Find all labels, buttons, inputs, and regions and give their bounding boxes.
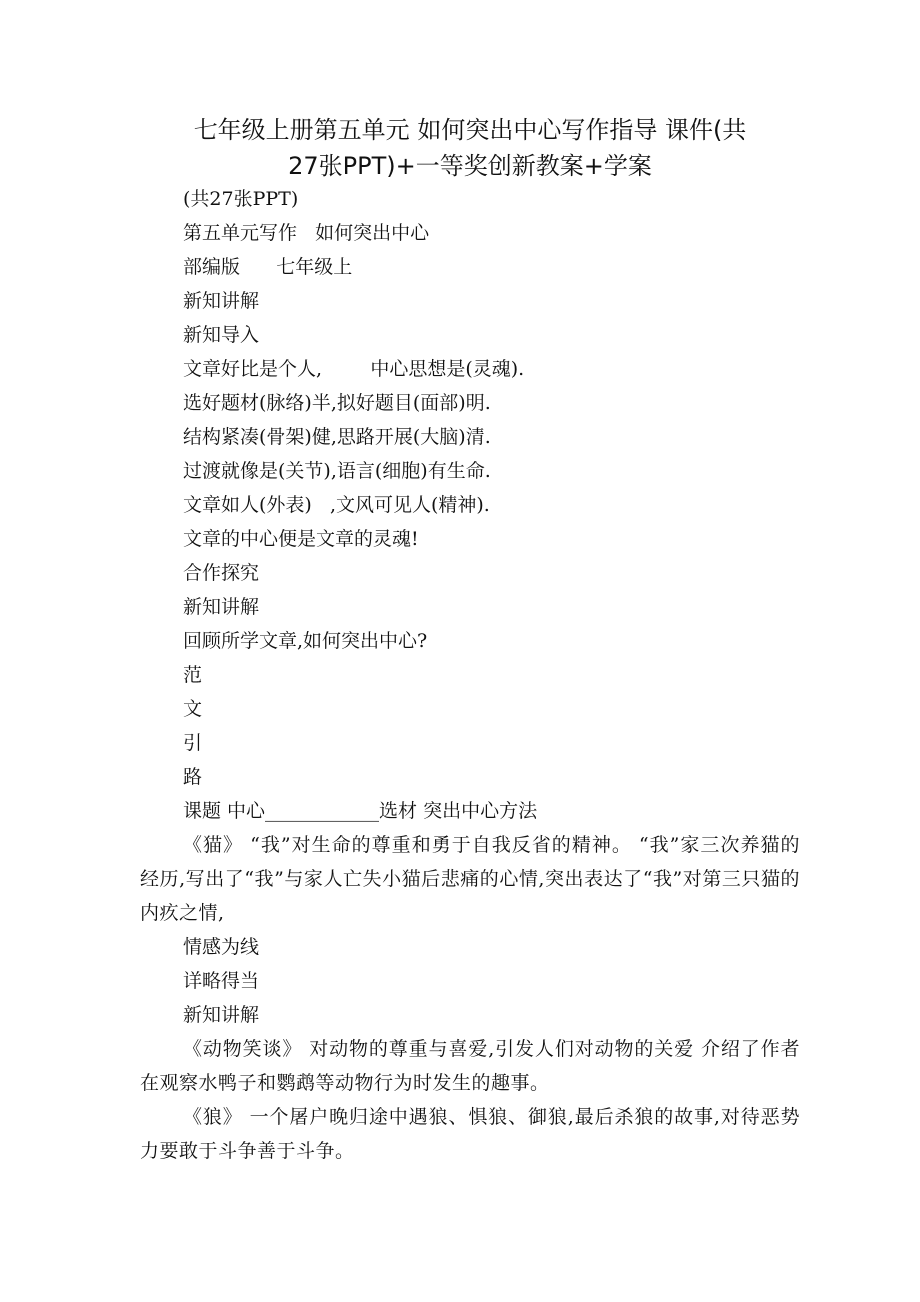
paragraph-cat: 《猫》 “我”对生命的尊重和勇于自我反省的精神。 “我”家三次养猫的经历,写出了“我”与家人亡失小猫后悲痛的心情,突出表达了“我”对第三只猫的内疚之情, [140, 834, 800, 924]
text-line: 新知讲解 [183, 596, 260, 618]
text-line: 合作探究 [183, 562, 260, 584]
text-line: 新知讲解 [183, 290, 260, 312]
text-line: 结构紧凑(骨架)健,思路开展(大脑)清. [183, 426, 491, 448]
title-line-1: 七年级上册第五单元 如何突出中心写作指导 课件(共 [193, 116, 747, 144]
text-line: 范 [183, 664, 203, 686]
text-line: 第五单元写作 如何突出中心 [183, 222, 430, 244]
text-line: 路 [183, 766, 203, 788]
title-line-2: 27张PPT)+一等奖创新教案+学案 [288, 152, 652, 180]
text-line: 新知导入 [183, 324, 260, 346]
text-line: 选好题材(脉络)半,拟好题目(面部)明. [183, 392, 491, 414]
text-line: 课题 中心____________选材 突出中心方法 [183, 800, 538, 822]
text-line: (共27张PPT) [183, 188, 299, 210]
paragraph-wolf: 《狼》 一个屠户晚归途中遇狼、惧狼、御狼,最后杀狼的故事,对待恶势力要敢于斗争善于斗争。 [140, 1106, 800, 1162]
paragraph-animals: 《动物笑谈》 对动物的尊重与喜爱,引发人们对动物的关爱 介绍了作者在观察水鸭子和鹦鹉等动物行为时发生的趣事。 [140, 1038, 800, 1094]
text-line: 部编版 七年级上 [183, 256, 353, 278]
document-title [140, 112, 800, 184]
text-line: 引 [183, 732, 203, 754]
text-line: 详略得当 [183, 970, 260, 992]
text-line: 回顾所学文章,如何突出中心? [183, 630, 428, 652]
text-line: 文章如人(外表) ,文风可见人(精神). [183, 494, 490, 516]
text-line: 文章的中心便是文章的灵魂! [183, 528, 419, 550]
text-line: 新知讲解 [183, 1004, 260, 1026]
text-line: 情感为线 [183, 936, 260, 958]
text-line: 文章好比是个人, 中心思想是(灵魂). [183, 358, 525, 380]
text-line: 过渡就像是(关节),语言(细胞)有生命. [183, 460, 491, 482]
text-line: 文 [183, 698, 203, 720]
document-body [140, 182, 800, 1168]
